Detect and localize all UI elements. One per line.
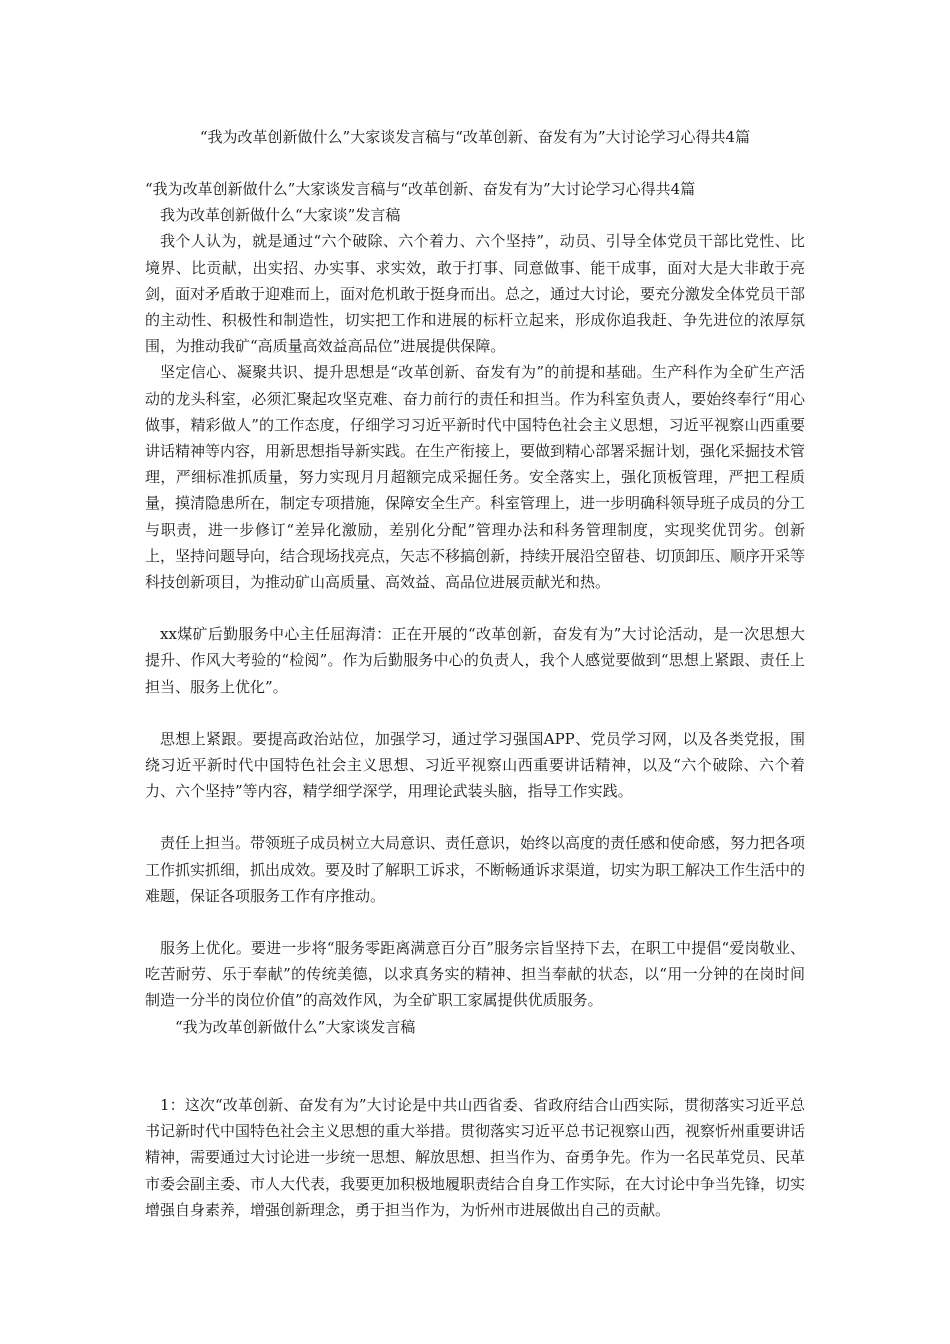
paragraph-2: 坚定信心、凝聚共识、提升思想是“改革创新、奋发有为”的前提和基础。生产科作为全矿生产活动的龙头科室，必须汇聚起攻坚克难、奋力前行的责任和担当。作为科室负责人，要始终奉行“用心做事，精彩做人”的工作态度，仔细学习习近平新时代中国特色社会主义思想，习近平视察山西重要讲话精神等内容，用新思想指导新实践。在生产衔接上，要做到精心部署采掘计划，强化采掘技术管理，严细标准抓质量，努力实现月月超额完成采掘任务。安全落实上，强化顶板管理，严把工程质量，摸清隐患所在，制定专项措施，保障安全生产。科室管理上，进一步明确科领导班子成员的分工与职责，进一步修订“差异化激励，差别化分配”管理办法和科务管理制度，实现奖优罚劣。创新上，坚持问题导向，结合现场找亮点，矢志不移搞创新，持续开展沿空留巷、切顶卸压、顺序开采等科技创新项目，为推动矿山高质量、高效益、高品位进展贡献光和热。 — [145, 363, 806, 592]
spacer — [145, 804, 805, 830]
paragraph-1: 我个人认为，就是通过“六个破除、六个着力、六个坚持”，动员、引导全体党员干部比党性、比境界、比贡献，出实招、办实事、求实效，敢于打事、同意做事、能干成事，面对大是大非敢于亮剑，面对矛盾敢于迎难而上，面对危机敢于挺身而出。总之，通过大讨论，要充分激发全体党员干部的主动性、积极性和制造性，切实把工作和进展的标杆立起来，形成你追我赶、争先进位的浓厚氛围，为推动我矿“高质量高效益高品位”进展提供保障。 — [145, 232, 806, 356]
spacer — [145, 595, 805, 621]
document-title: “我为改革创新做什么”大家谈发言稿与“改革创新、奋发有为”大讨论学习心得共4篇 — [199, 128, 751, 146]
paragraph-6: 服务上优化。要进一步将“服务零距离满意百分百”服务宗旨坚持下去，在职工中提倡“爱岗敬业、吃苦耐劳、乐于奉献”的传统美德，以求真务实的精神、担当奉献的状态，以“用一分钟的在岗时间制造一分半的岗位价值”的高效作风，为全矿职工家属提供优质服务。 — [145, 939, 805, 1010]
paragraph-5: 责任上担当。带领班子成员树立大局意识、责任意识，始终以高度的责任感和使命感，努力把各项工作抓实抓细，抓出成效。要及时了解职工诉求，不断畅通诉求渠道，切实为职工解决工作生活中的难题，保证各项服务工作有序推动。 — [145, 834, 806, 905]
paragraph-3: xx煤矿后勤服务中心主任屈海清：正在开展的“改革创新，奋发有为”大讨论活动，是一次思想大提升、作风大考验的“检阅”。作为后勤服务中心的负责人，我个人感觉要做到“思想上紧跟、责任上担当、服务上优化”。 — [145, 625, 805, 696]
spacer — [145, 1040, 805, 1092]
section-heading-2: “我为改革创新做什么”大家谈发言稿 — [175, 1017, 416, 1036]
section-heading-1: 我为改革创新做什么“大家谈”发言稿 — [160, 206, 401, 225]
spacer — [145, 700, 805, 726]
paragraph-4: 思想上紧跟。要提高政治站位，加强学习，通过学习强国APP、党员学习网，以及各类党报，围绕习近平新时代中国特色社会主义思想、习近平视察山西重要讲话精神，以及“六个破除、六个着力、六个坚持”等内容，精学细学深学，用理论武装头脑，指导工作实践。 — [145, 729, 805, 801]
document-body — [145, 176, 805, 1223]
spacer — [145, 909, 805, 935]
repeat-title: “我为改革创新做什么”大家谈发言稿与“改革创新、奋发有为”大讨论学习心得共4篇 — [145, 180, 696, 198]
paragraph-7: 1：这次“改革创新、奋发有为”大讨论是中共山西省委、省政府结合山西实际，贯彻落实习近平总书记新时代中国特色社会主义思想的重大举措。贯彻落实习近平总书记视察山西，视察忻州重要讲话精神，需要通过大讨论进一步统一思想、解放思想、担当作为、奋勇争先。作为一名民革党员、民革市委会副主委、市人大代表，我要更加积极地履职责结合自身工作实际，在大讨论中争当先锋，切实增强自身素养，增强创新理念，勇于担当作为，为忻州市进展做出自己的贡献。 — [145, 1095, 806, 1219]
